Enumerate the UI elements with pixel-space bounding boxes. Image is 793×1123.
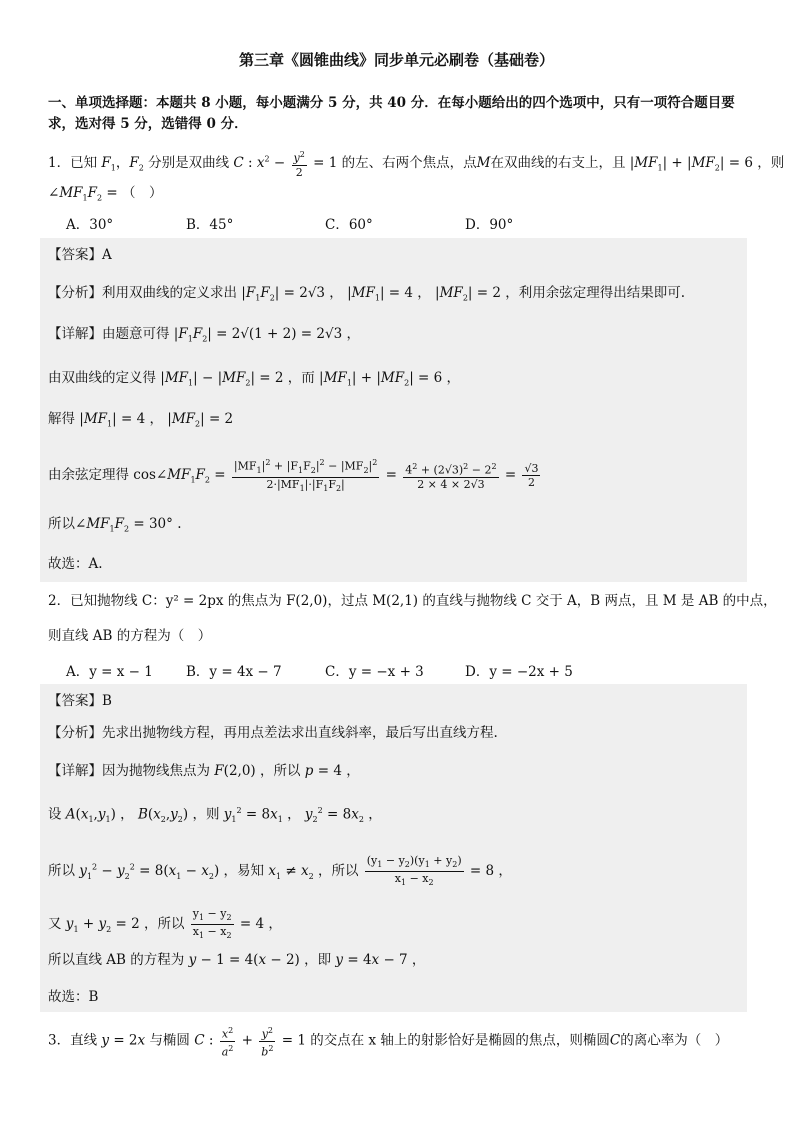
q2-stem: 2．已知抛物线 C：y² = 2px 的焦点为 F(2,0)，过点 M(2,1) 的直线与抛物线 C 交于 A，B 两点，且 M 是 AB 的中点， [48, 593, 777, 609]
q1-answer: 【答案】A [48, 247, 112, 263]
q2-detail: 【详解】因为抛物线焦点为 F(2,0) ，所以 p = 4 ， [48, 763, 360, 779]
q2-line-equation: 所以直线 AB 的方程为 y − 1 = 4(x − 2) ，即 y = 4x − 7 ， [48, 952, 426, 968]
q2-option-b: B．y = 4x − 7 [186, 664, 282, 680]
q2-answer: 【答案】B [48, 693, 112, 709]
q1-option-a: A．30° [66, 217, 114, 233]
q1-choose: 故选：A. [48, 556, 103, 572]
q1-option-c: C．60° [325, 217, 373, 233]
section-header: 一、单项选择题：本题共 8 小题，每小题满分 5 分，共 40 分．在每小题给出的四个选项中，只有一项符合题目要求，选对得 5 分，选错得 0 分． [48, 95, 735, 132]
q1-analysis: 【分析】利用双曲线的定义求出 $|F_1F_2| = 2√3$ ， $|MF_1| = 4$ ， $|MF_2| = 2$ ，利用余弦定理得出结果即可. [48, 285, 686, 303]
q2-choose: 故选：B [48, 989, 99, 1005]
q2-option-c: C．y = −x + 3 [325, 664, 424, 680]
q2-stem-line2: 则直线 AB 的方程为（ ） [48, 628, 212, 644]
q1-solve-line: 解得 $|MF_1| = 4$ ， $|MF_2| = 2$ [48, 411, 234, 429]
q1-stem-line2: $\angle MF_1F_2$ = （ ） [48, 185, 163, 203]
q2-sum-line: 又 $y_1 + y_2 = 2$ ，所以 $\frac{y_1 - y_2}{x_1 - x_2}$ = 4 ， [48, 907, 282, 941]
q1-stem: 1．已知 $F_1$，$F_2$ 分别是双曲线 C : $x^2$ − $\frac{y^2}{2}$ = 1 的左、右两个焦点，点M在双曲线的右支上，且 $|MF_1| + |MF_2| = 6$ ，则 [48, 150, 785, 179]
q2-option-a: A．y = x − 1 [66, 664, 153, 680]
q2-diff-line: 所以 $y_1^2 - y_2^2 = 8(x_1 - x_2)$ ，易知 $x_1 \ne x_2$ ，所以 $\frac{(y_1 - y_2)(y_1 + y_2)}{x_1 - x_2}$ = 8 ， [48, 854, 512, 888]
q1-definition-line: 由双曲线的定义得 $|MF_1| - |MF_2| = 2$ ，而 $|MF_1| + |MF_2| = 6$ ， [48, 370, 461, 388]
q2-analysis: 【分析】先求出抛物线方程，再用点差法求出直线斜率，最后写出直线方程. [48, 725, 498, 741]
q2-option-d: D．y = −2x + 5 [465, 664, 573, 680]
q1-cosine-line: 由余弦定理得 $\cos\angle MF_1F_2$ = $\frac{|MF_1|^2 + |F_1F_2|^2 - |MF_2|^2}{2\cdot|MF_1|\cdot|F_1F_2|}$ = $\frac{4^2 + (2√3)^2 - 2^2}{2 \times 4 \times 2√3}$ = $\frac{√3}{2}$ [48, 458, 539, 494]
q1-option-d: D．90° [465, 217, 514, 233]
q2-set-line: 设 $A(x_1,y_1)$ ， $B(x_2,y_2)$ ，则 $y_1^2 = 8x_1$ ， $y_2^2 = 8x_2$ ， [48, 806, 382, 825]
q1-option-b: B．45° [186, 217, 234, 233]
q3-stem: 3．直线 y = 2x 与椭圆 C : $\frac{x^2}{a^2}$ + $\frac{y^2}{b^2}$ = 1 的交点在 x 轴上的射影恰好是椭圆的焦点，则椭圆C的离心率为（ ） [48, 1026, 729, 1059]
page-title: 第三章《圆锥曲线》同步单元必刷卷（基础卷） [238, 51, 554, 69]
q1-detail: 【详解】由题意可得 $|F_1F_2| = 2√(1 + 2) = 2√3$ ， [48, 326, 360, 344]
q1-conclusion: 所以$\angle MF_1F_2 = 30^\circ$ . [48, 516, 182, 534]
